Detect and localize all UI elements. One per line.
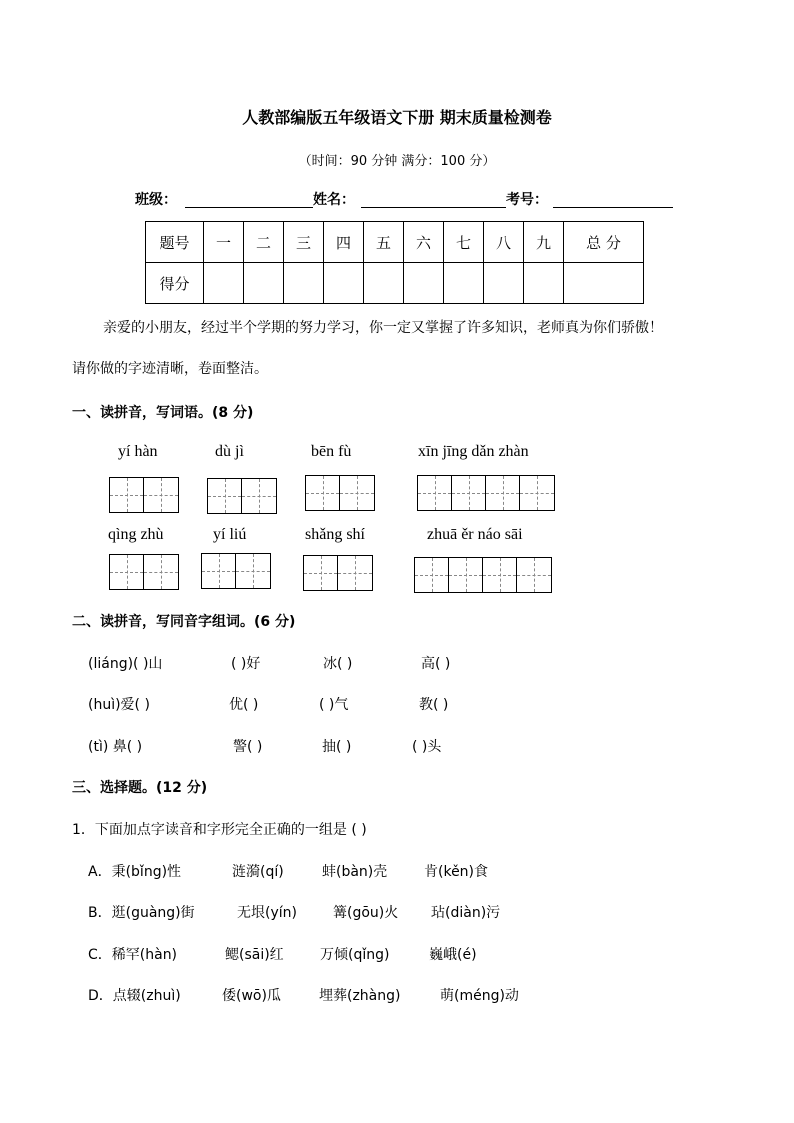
writing-grid[interactable] xyxy=(201,553,271,589)
option-c-item: 巍峨(é) xyxy=(429,947,477,963)
intro-line-2: 请你做的字迹清晰，卷面整洁。 xyxy=(72,361,268,377)
section1-heading: 一、读拼音，写词语。(8 分) xyxy=(72,405,254,421)
score-input-cell[interactable] xyxy=(484,263,524,304)
table-cell: 四 xyxy=(324,222,364,263)
writing-grid[interactable] xyxy=(109,554,179,590)
option-d-item: 萌(méng)动 xyxy=(440,988,519,1004)
option-b-item: 篝(gōu)火 xyxy=(333,905,399,921)
option-a-item: 肯(kěn)食 xyxy=(424,864,489,880)
score-table xyxy=(145,221,644,304)
table-cell: 八 xyxy=(484,222,524,263)
option-a-item[interactable]: A．秉(bǐng)性 xyxy=(88,864,182,880)
exam-no-field[interactable] xyxy=(553,207,673,208)
score-input-cell[interactable] xyxy=(444,263,484,304)
writing-grid[interactable] xyxy=(303,555,373,591)
score-input-cell[interactable] xyxy=(524,263,564,304)
page-subtitle: （时间：90 分钟 满分：100 分） xyxy=(298,154,496,169)
writing-grid[interactable] xyxy=(414,557,552,593)
table-cell: 得分 xyxy=(146,263,204,304)
class-field[interactable] xyxy=(185,207,313,208)
name-field[interactable] xyxy=(361,207,506,208)
homophone-item[interactable]: 高( ) xyxy=(421,656,451,672)
homophone-item[interactable]: (huì)爱( ) xyxy=(88,697,150,713)
table-cell: 六 xyxy=(404,222,444,263)
pinyin-label: xīn jīng dǎn zhàn xyxy=(418,443,529,460)
option-c-item: 鳃(sāi)红 xyxy=(225,947,284,963)
table-cell: 九 xyxy=(524,222,564,263)
score-input-cell[interactable] xyxy=(564,263,644,304)
pinyin-label: dù jì xyxy=(215,443,244,460)
table-cell: 七 xyxy=(444,222,484,263)
score-input-cell[interactable] xyxy=(324,263,364,304)
pinyin-label: bēn fù xyxy=(311,443,352,460)
homophone-item[interactable]: ( )头 xyxy=(412,739,442,755)
score-input-cell[interactable] xyxy=(244,263,284,304)
table-cell: 总 分 xyxy=(564,222,644,263)
homophone-item[interactable]: (tì) 鼻( ) xyxy=(88,739,143,755)
pinyin-label: shǎng shí xyxy=(305,526,365,543)
homophone-item[interactable]: 冰( ) xyxy=(323,656,353,672)
option-d-item[interactable]: D．点辍(zhuì) xyxy=(88,988,181,1004)
pinyin-label: yí liú xyxy=(213,526,247,543)
option-d-item: 埋葬(zhàng) xyxy=(319,988,401,1004)
score-input-cell[interactable] xyxy=(284,263,324,304)
pinyin-label: qìng zhù xyxy=(108,526,164,543)
pinyin-label: yí hàn xyxy=(118,443,158,460)
homophone-item[interactable]: ( )气 xyxy=(319,697,349,713)
table-cell: 五 xyxy=(364,222,404,263)
writing-grid[interactable] xyxy=(207,478,277,514)
option-a-item: 涟漪(qí) xyxy=(232,864,284,880)
table-cell: 题号 xyxy=(146,222,204,263)
table-cell: 二 xyxy=(244,222,284,263)
table-cell: 一 xyxy=(204,222,244,263)
exam-no-label: 考号： xyxy=(506,192,548,208)
score-input-cell[interactable] xyxy=(204,263,244,304)
option-c-item[interactable]: C．稀罕(hàn) xyxy=(88,947,178,963)
writing-grid[interactable] xyxy=(305,475,375,511)
pinyin-label: zhuā ěr náo sāi xyxy=(427,526,523,543)
option-c-item: 万倾(qǐng) xyxy=(320,947,390,963)
writing-grid[interactable] xyxy=(417,475,555,511)
score-table-header-row xyxy=(146,222,644,263)
table-cell: 三 xyxy=(284,222,324,263)
score-input-cell[interactable] xyxy=(364,263,404,304)
class-label: 班级： xyxy=(135,192,177,208)
section2-heading: 二、读拼音，写同音字组词。(6 分) xyxy=(72,614,296,630)
option-b-item: 无垠(yín) xyxy=(237,905,297,921)
intro-line-1: 亲爱的小朋友，经过半个学期的努力学习，你一定又掌握了许多知识，老师真为你们骄傲！ xyxy=(103,320,663,336)
homophone-item[interactable]: 优( ) xyxy=(229,697,259,713)
option-b-item: 玷(diàn)污 xyxy=(431,905,501,921)
option-a-item: 蚌(bàn)壳 xyxy=(322,864,388,880)
homophone-item[interactable]: (liáng)( )山 xyxy=(88,656,163,672)
name-label: 姓名： xyxy=(313,192,355,208)
option-d-item: 倭(wō)瓜 xyxy=(222,988,281,1004)
page-title: 人教部编版五年级语文下册 期末质量检测卷 xyxy=(242,108,552,127)
score-table-score-row xyxy=(146,263,644,304)
homophone-item[interactable]: 抽( ) xyxy=(322,739,352,755)
score-input-cell[interactable] xyxy=(404,263,444,304)
option-b-item[interactable]: B．逛(guàng)街 xyxy=(88,905,195,921)
homophone-item[interactable]: 教( ) xyxy=(419,697,449,713)
homophone-item[interactable]: 警( ) xyxy=(233,739,263,755)
question-1: 1．下面加点字读音和字形完全正确的一组是 ( ) xyxy=(72,822,367,838)
writing-grid[interactable] xyxy=(109,477,179,513)
section3-heading: 三、选择题。(12 分) xyxy=(72,780,208,796)
homophone-item[interactable]: ( )好 xyxy=(231,656,261,672)
